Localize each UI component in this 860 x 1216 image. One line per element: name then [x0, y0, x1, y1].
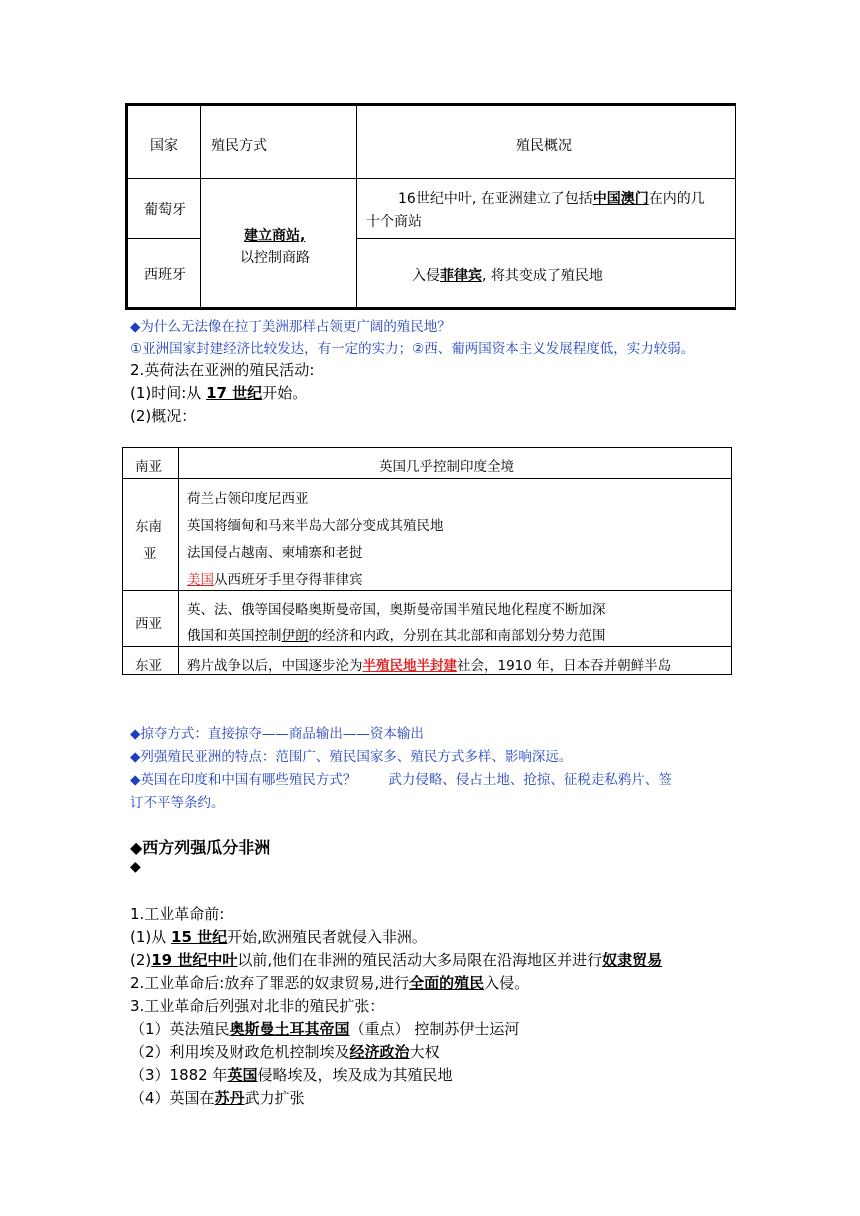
diamond-bullet: ◆: [130, 859, 141, 875]
note-asia-features: ◆列强殖民亚洲的特点：范围广、殖民国家多、殖民方式多样、影响深远。: [130, 749, 573, 765]
africa-line: 3.工业革命后列强对北非的殖民扩张：: [130, 997, 385, 1015]
country-portugal: 葡萄牙: [144, 202, 186, 218]
portugal-overview: 16世纪中叶, 在亚洲建立了包括中国澳门在内的几: [398, 191, 705, 207]
header-overview: 殖民概况: [516, 138, 572, 154]
answer-note: ①亚洲国家封建经济比较发达，有一定的实力；②西、葡两国资本主义发展程度低，实力较弱。: [130, 341, 695, 357]
africa-line: (2)19 世纪中叶以前,他们在非洲的殖民活动大多局限在沿海地区并进行奴隶贸易: [130, 951, 663, 969]
country-spain: 西班牙: [144, 267, 186, 283]
africa-line: （2）利用埃及财政危机控制埃及经济政治大权: [130, 1043, 440, 1061]
section-2-title: 2.英荷法在亚洲的殖民活动:: [130, 361, 315, 379]
south-text: 英国几乎控制印度全境: [379, 459, 514, 475]
table-divider: [123, 478, 731, 479]
note-britain-question: ◆英国在印度和中国有哪些殖民方式？ 武力侵略、侵占土地、抢掠、征税走私鸦片、签: [130, 772, 672, 788]
note-plunder-methods: ◆掠夺方式：直接掠夺——商品输出——资本输出: [130, 726, 424, 742]
region-west: 西亚: [135, 616, 162, 632]
table-divider: [200, 106, 201, 307]
southeast-item: 法国侵占越南、柬埔寨和老挝: [187, 545, 363, 561]
table-divider: [178, 448, 179, 674]
table-divider: [356, 238, 735, 239]
method-em: 建立商站,: [244, 228, 306, 244]
section-2-time: (1)时间:从 17 世纪开始。: [130, 384, 308, 402]
west-line1: 英、法、俄等国侵略奥斯曼帝国，奥斯曼帝国半殖民地化程度不断加深: [187, 602, 606, 618]
section-2-overview: (2)概况：: [130, 407, 197, 425]
table-divider: [123, 646, 731, 647]
region-southeast: 东南: [135, 519, 162, 535]
table-divider: [128, 178, 735, 179]
region-southeast-l2: 亚: [143, 546, 157, 562]
southeast-item: 英国将缅甸和马来半岛大部分变成其殖民地: [187, 518, 444, 534]
table-divider: [356, 106, 357, 307]
table-divider: [128, 238, 200, 239]
table-divider: [123, 590, 731, 591]
method-rest: 以控制商路: [240, 250, 310, 266]
question-note: ◆为什么无法像在拉丁美洲那样占领更广阔的殖民地？: [130, 319, 451, 335]
east-text: 鸦片战争以后，中国逐步沦为半殖民地半封建社会，1910 年，日本吞并朝鲜半岛: [187, 658, 672, 674]
header-country: 国家: [150, 138, 178, 154]
africa-line: 1.工业革命前:: [130, 905, 225, 923]
africa-line: （3）1882 年英国侵略埃及，埃及成为其殖民地: [130, 1066, 453, 1084]
africa-line: （4）英国在苏丹武力扩张: [130, 1089, 305, 1107]
colonial-methods-table: [125, 103, 736, 310]
spain-overview: 入侵菲律宾, 将其变成了殖民地: [412, 268, 603, 284]
africa-line: （1）英法殖民奥斯曼土耳其帝国（重点） 控制苏伊士运河: [130, 1020, 520, 1038]
header-method: 殖民方式: [211, 138, 267, 154]
africa-heading: ◆西方列强瓜分非洲: [130, 838, 271, 857]
region-east: 东亚: [135, 658, 162, 674]
africa-line: 2.工业革命后:放弃了罪恶的奴隶贸易,进行全面的殖民入侵。: [130, 974, 530, 992]
africa-line: (1)从 15 世纪开始,欧洲殖民者就侵入非洲。: [130, 928, 427, 946]
region-south: 南亚: [135, 459, 162, 475]
southeast-item: 美国从西班牙手里夺得菲律宾: [187, 572, 363, 588]
portugal-overview-line2: 十个商站: [366, 214, 422, 230]
west-line2: 俄国和英国控制伊朗的经济和内政，分别在其北部和南部划分势力范围: [187, 628, 606, 644]
note-britain-answer-cont: 订不平等条约。: [130, 795, 225, 811]
southeast-item: 荷兰占领印度尼西亚: [187, 491, 309, 507]
asia-regions-table: [122, 447, 732, 675]
